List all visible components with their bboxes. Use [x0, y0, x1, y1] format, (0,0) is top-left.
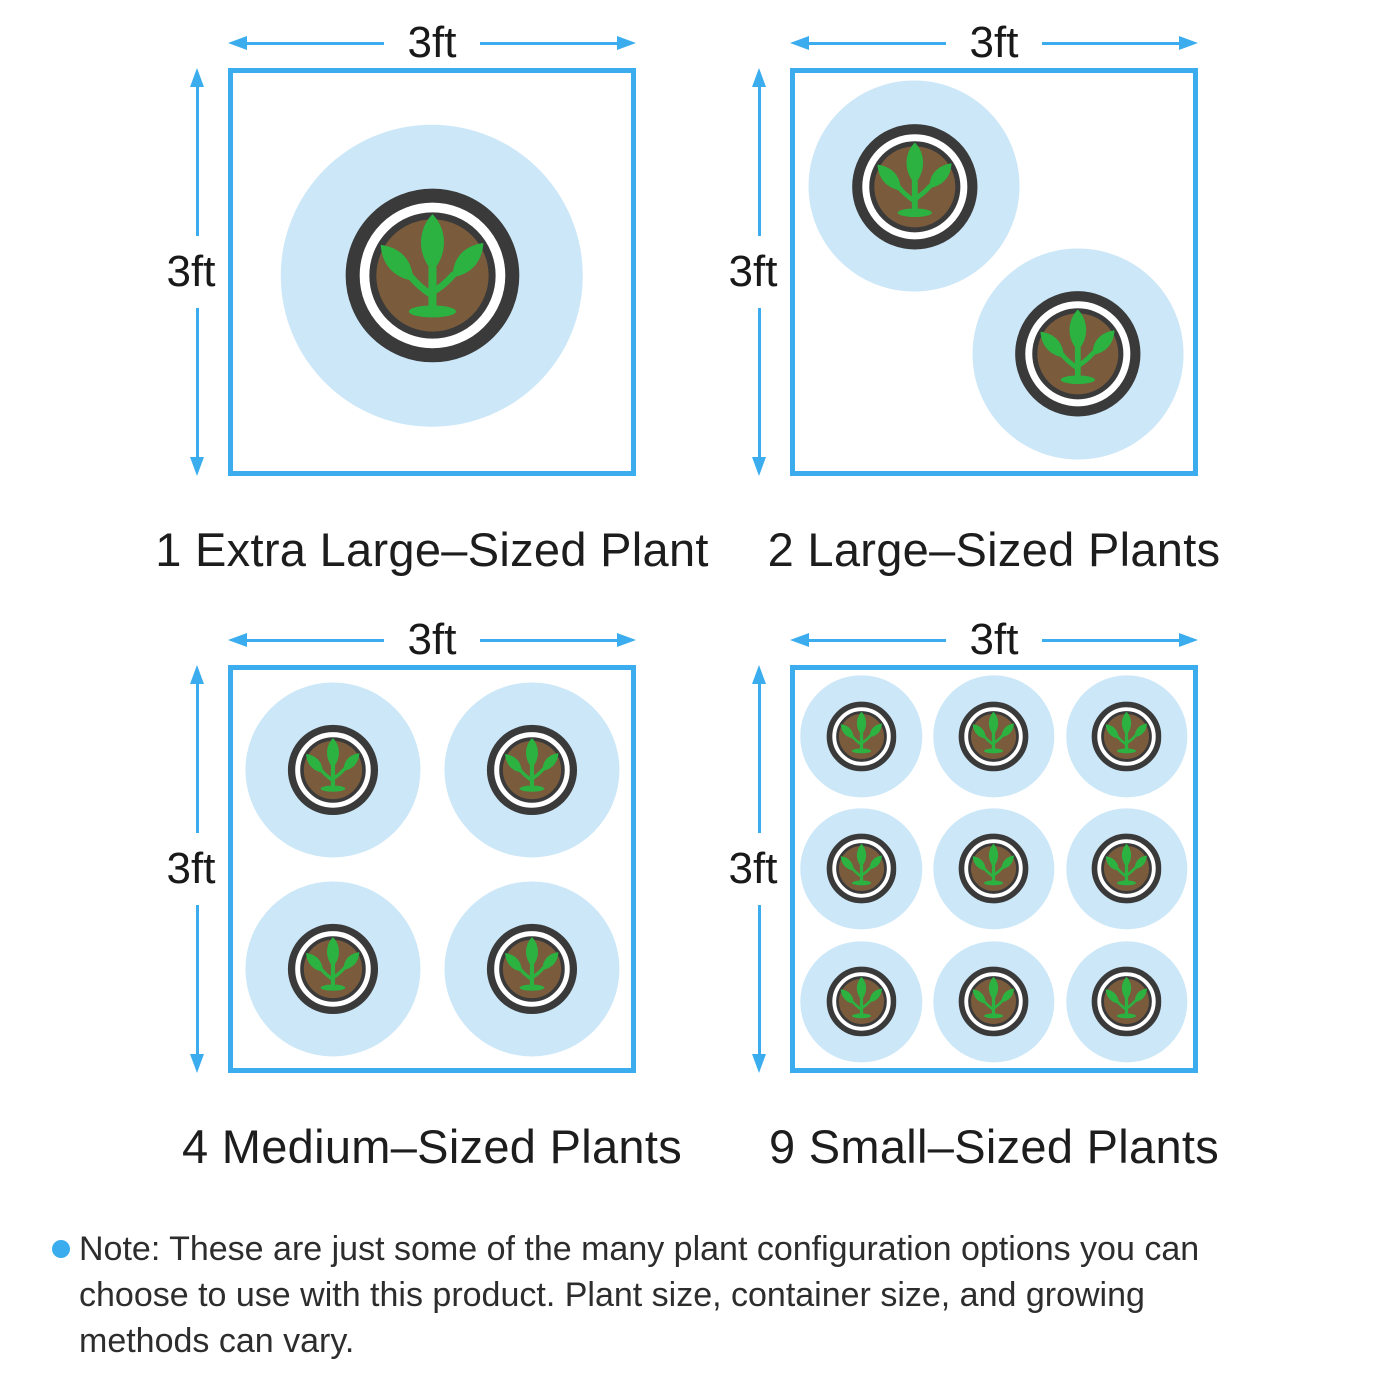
height-label: 3ft: [166, 844, 216, 893]
plant-coverage-circle: [933, 941, 1054, 1062]
width-dimension-arrow: [790, 617, 1198, 663]
potted-plant-icon: [287, 923, 378, 1014]
dimension-line: [480, 639, 617, 642]
dimension-line: [809, 639, 946, 642]
potted-plant-icon: [959, 701, 1029, 771]
arrow-down-icon: [190, 457, 204, 476]
dimension-line: [247, 42, 384, 45]
width-dimension-arrow: [790, 20, 1198, 66]
potted-plant-icon: [344, 188, 519, 363]
potted-plant-icon: [826, 966, 896, 1036]
potted-plant-icon: [826, 701, 896, 771]
arrow-left-icon: [790, 36, 809, 50]
dimension-line: [809, 42, 946, 45]
note-line: methods can vary.: [79, 1322, 355, 1360]
panel-caption: 9 Small–Sized Plants: [768, 1120, 1220, 1173]
dimension-line: [480, 42, 617, 45]
dimension-line: [1042, 639, 1179, 642]
panel-caption: 1 Extra Large–Sized Plant: [155, 523, 709, 576]
height-label: 3ft: [728, 247, 778, 296]
grow-area-square: [228, 665, 636, 1073]
panel-caption: 2 Large–Sized Plants: [767, 523, 1221, 576]
potted-plant-icon: [1091, 966, 1161, 1036]
arrow-right-icon: [1179, 633, 1198, 647]
dimension-line: [758, 905, 761, 1054]
dimension-line: [758, 308, 761, 457]
plant-coverage-circle: [933, 808, 1054, 929]
arrow-right-icon: [617, 633, 636, 647]
potted-plant-icon: [486, 923, 577, 1014]
height-dimension-arrow: [166, 68, 217, 476]
dimension-line: [196, 87, 199, 236]
plant-coverage-circle: [1066, 808, 1187, 929]
arrow-down-icon: [190, 1054, 204, 1073]
arrow-right-icon: [617, 36, 636, 50]
arrow-left-icon: [228, 36, 247, 50]
panel-extra-large: [155, 18, 709, 576]
plant-coverage-circle: [245, 881, 420, 1056]
width-label: 3ft: [407, 615, 457, 664]
plant-coverage-circle: [801, 941, 922, 1062]
plant-coverage-circle: [245, 682, 420, 857]
arrow-up-icon: [752, 68, 766, 87]
potted-plant-icon: [959, 966, 1029, 1036]
note-line: choose to use with this product. Plant size, container size, and growing: [79, 1276, 1145, 1314]
note-text: [79, 1226, 1199, 1364]
dimension-line: [196, 684, 199, 833]
arrow-up-icon: [190, 68, 204, 87]
arrow-up-icon: [190, 665, 204, 684]
height-label: 3ft: [728, 844, 778, 893]
plant-coverage-circle: [801, 676, 922, 797]
note-line: Note: These are just some of the many plant configuration options you can: [79, 1230, 1200, 1268]
arrow-left-icon: [228, 633, 247, 647]
potted-plant-icon: [1014, 290, 1141, 417]
height-dimension-arrow: [166, 665, 217, 1073]
width-label: 3ft: [969, 615, 1019, 664]
plant-coverage-circle: [444, 682, 619, 857]
potted-plant-icon: [1091, 834, 1161, 904]
dimension-line: [196, 308, 199, 457]
dimension-line: [758, 87, 761, 236]
height-dimension-arrow: [728, 68, 779, 476]
dimension-line: [1042, 42, 1179, 45]
panel-medium: [166, 615, 683, 1173]
height-dimension-arrow: [728, 665, 779, 1073]
width-dimension-arrow: [228, 617, 636, 663]
plant-coverage-circle: [801, 808, 922, 929]
potted-plant-icon: [826, 834, 896, 904]
arrow-down-icon: [752, 457, 766, 476]
grow-area-square: [228, 68, 636, 476]
arrow-up-icon: [752, 665, 766, 684]
plant-coverage-circle: [972, 248, 1183, 459]
width-dimension-arrow: [228, 20, 636, 66]
plant-coverage-circle: [1066, 676, 1187, 797]
plant-coverage-circle: [933, 676, 1054, 797]
panel-caption: 4 Medium–Sized Plants: [181, 1120, 683, 1173]
arrow-down-icon: [752, 1054, 766, 1073]
note: [52, 1226, 1199, 1364]
arrow-right-icon: [1179, 36, 1198, 50]
width-label: 3ft: [969, 18, 1019, 67]
dimension-line: [196, 905, 199, 1054]
plant-coverage-circle: [809, 81, 1020, 292]
bullet-icon: [52, 1240, 70, 1258]
grow-area-square: [790, 665, 1198, 1073]
panel-large: [728, 18, 1221, 576]
plant-coverage-circle: [281, 125, 583, 427]
width-label: 3ft: [407, 18, 457, 67]
plant-coverage-circle: [1066, 941, 1187, 1062]
potted-plant-icon: [959, 834, 1029, 904]
potted-plant-icon: [1091, 701, 1161, 771]
arrow-left-icon: [790, 633, 809, 647]
panel-small: [728, 615, 1220, 1173]
dimension-line: [758, 684, 761, 833]
potted-plant-icon: [851, 123, 978, 250]
height-label: 3ft: [166, 247, 216, 296]
grow-area-square: [790, 68, 1198, 476]
plant-coverage-circle: [444, 881, 619, 1056]
potted-plant-icon: [287, 724, 378, 815]
potted-plant-icon: [486, 724, 577, 815]
dimension-line: [247, 639, 384, 642]
